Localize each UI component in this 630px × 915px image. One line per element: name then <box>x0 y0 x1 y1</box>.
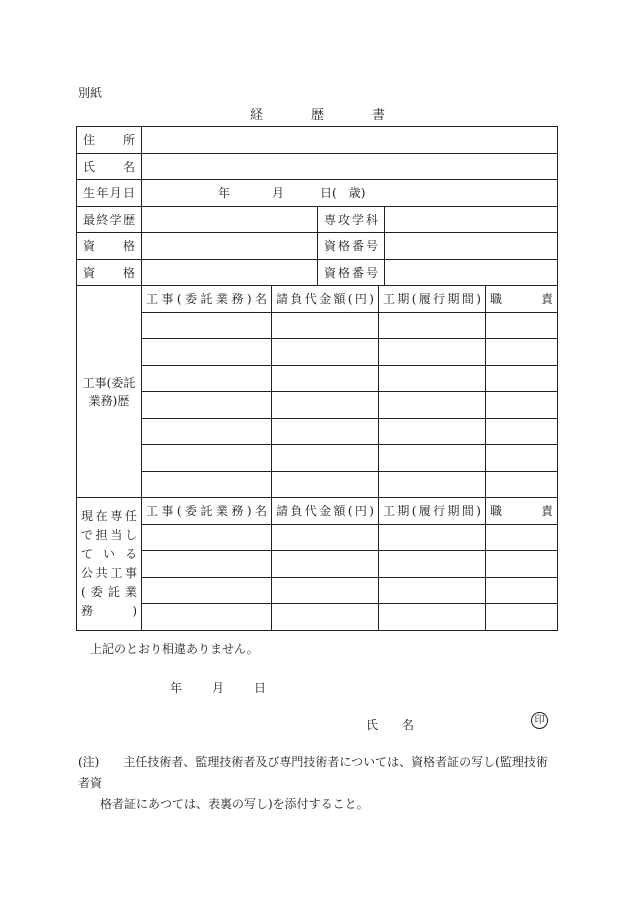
signature-name-label: 氏 名 <box>366 718 415 732</box>
title-char-2: 歴 <box>311 108 325 123</box>
education-label: 最終学歴 <box>77 206 142 233</box>
work-cell[interactable] <box>379 471 486 498</box>
work-cell[interactable] <box>486 418 558 445</box>
footnote-line-2: 格者証にあつては、表裏の写し)を添付すること。 <box>100 797 369 811</box>
birth-month-unit: 月 <box>272 186 285 201</box>
work-header-amount: 請負代金額(円) <box>272 286 379 313</box>
footnote-line-1: 主任技術者、監理技術者及び専門技術者については、資格者証の写し(監理技術者資 <box>78 755 548 790</box>
qualification-no-field-1[interactable] <box>385 233 558 260</box>
table-row <box>77 471 558 498</box>
table-row <box>77 604 558 631</box>
signature-date <box>170 679 296 696</box>
table-row <box>77 418 558 445</box>
work-cell[interactable] <box>379 365 486 392</box>
table-row <box>77 577 558 604</box>
age-unit: 歳) <box>348 186 366 201</box>
title-char-3: 書 <box>372 108 386 123</box>
work-cell[interactable] <box>142 471 272 498</box>
current-cell[interactable] <box>486 551 558 578</box>
name-field[interactable] <box>142 153 558 180</box>
date-month-unit: 月 <box>212 681 225 695</box>
table-row <box>77 445 558 472</box>
current-header-role: 職 責 <box>486 498 558 525</box>
footnote-prefix: (注) <box>78 755 100 769</box>
current-cell[interactable] <box>486 524 558 551</box>
work-cell[interactable] <box>142 312 272 339</box>
work-header-period: 工期(履行期間) <box>379 286 486 313</box>
qualification-label-1: 資 格 <box>77 233 142 260</box>
current-project-side-label: 現在専任 で担当し ている 公共工事 (委託業務) <box>77 498 142 631</box>
current-project-table <box>76 497 558 631</box>
table-row <box>77 392 558 419</box>
confirmation-text: 上記のとおり相違ありません。 <box>90 642 259 656</box>
work-cell[interactable] <box>272 339 379 366</box>
work-cell[interactable] <box>142 339 272 366</box>
qualification-field-1[interactable] <box>142 233 318 260</box>
current-cell[interactable] <box>379 577 486 604</box>
date-year-unit: 年 <box>170 681 183 695</box>
qualification-no-label-1: 資格番号 <box>318 233 385 260</box>
table-row <box>77 312 558 339</box>
work-cell[interactable] <box>486 445 558 472</box>
work-cell[interactable] <box>272 392 379 419</box>
current-cell[interactable] <box>142 524 272 551</box>
work-cell[interactable] <box>486 339 558 366</box>
work-cell[interactable] <box>486 365 558 392</box>
work-cell[interactable] <box>142 445 272 472</box>
current-cell[interactable] <box>379 551 486 578</box>
current-cell[interactable] <box>142 551 272 578</box>
current-cell[interactable] <box>272 524 379 551</box>
address-label: 住 所 <box>77 127 142 154</box>
qualification-field-2[interactable] <box>142 259 318 286</box>
work-cell[interactable] <box>379 445 486 472</box>
qualification-label-2: 資 格 <box>77 259 142 286</box>
current-header-period: 工期(履行期間) <box>379 498 486 525</box>
birthdate-label: 生年月日 <box>77 180 142 207</box>
current-cell[interactable] <box>272 604 379 631</box>
current-cell[interactable] <box>379 524 486 551</box>
current-cell[interactable] <box>272 577 379 604</box>
work-cell[interactable] <box>272 445 379 472</box>
work-cell[interactable] <box>486 312 558 339</box>
table-row <box>77 365 558 392</box>
current-header-amount: 請負代金額(円) <box>272 498 379 525</box>
current-cell[interactable] <box>379 604 486 631</box>
date-day-unit: 日 <box>254 681 267 695</box>
current-cell[interactable] <box>142 604 272 631</box>
work-cell[interactable] <box>379 339 486 366</box>
work-cell[interactable] <box>272 312 379 339</box>
address-field[interactable] <box>142 127 558 154</box>
footnote <box>78 752 558 815</box>
work-cell[interactable] <box>142 365 272 392</box>
title-char-1: 経 <box>250 108 264 123</box>
attachment-label: 別紙 <box>78 86 103 100</box>
work-cell[interactable] <box>272 471 379 498</box>
work-cell[interactable] <box>486 471 558 498</box>
work-cell[interactable] <box>379 312 486 339</box>
table-row <box>77 524 558 551</box>
major-field[interactable] <box>385 206 558 233</box>
work-header-project: 工事(委託業務)名 <box>142 286 272 313</box>
work-cell[interactable] <box>486 392 558 419</box>
birth-day-unit: 日( <box>320 186 337 201</box>
current-header-project: 工事(委託業務)名 <box>142 498 272 525</box>
work-cell[interactable] <box>142 418 272 445</box>
work-history-table <box>76 285 558 498</box>
table-row <box>77 339 558 366</box>
basic-info-table <box>76 126 558 286</box>
name-label: 氏 名 <box>77 153 142 180</box>
work-cell[interactable] <box>142 392 272 419</box>
document-title <box>250 104 385 123</box>
qualification-no-label-2: 資格番号 <box>318 259 385 286</box>
current-cell[interactable] <box>486 577 558 604</box>
birth-year-unit: 年 <box>218 186 231 201</box>
education-field[interactable] <box>142 206 318 233</box>
current-cell[interactable] <box>272 551 379 578</box>
work-cell[interactable] <box>272 418 379 445</box>
current-cell[interactable] <box>142 577 272 604</box>
work-cell[interactable] <box>379 392 486 419</box>
work-history-side-label: 工事(委託 業務)歴 <box>77 286 142 498</box>
birthdate-field[interactable] <box>142 180 558 207</box>
work-cell[interactable] <box>379 418 486 445</box>
work-cell[interactable] <box>272 365 379 392</box>
major-label: 専攻学科 <box>318 206 385 233</box>
work-header-role: 職 責 <box>486 286 558 313</box>
qualification-no-field-2[interactable] <box>385 259 558 286</box>
current-cell[interactable] <box>486 604 558 631</box>
seal-icon: 印 <box>531 712 548 729</box>
table-row <box>77 551 558 578</box>
